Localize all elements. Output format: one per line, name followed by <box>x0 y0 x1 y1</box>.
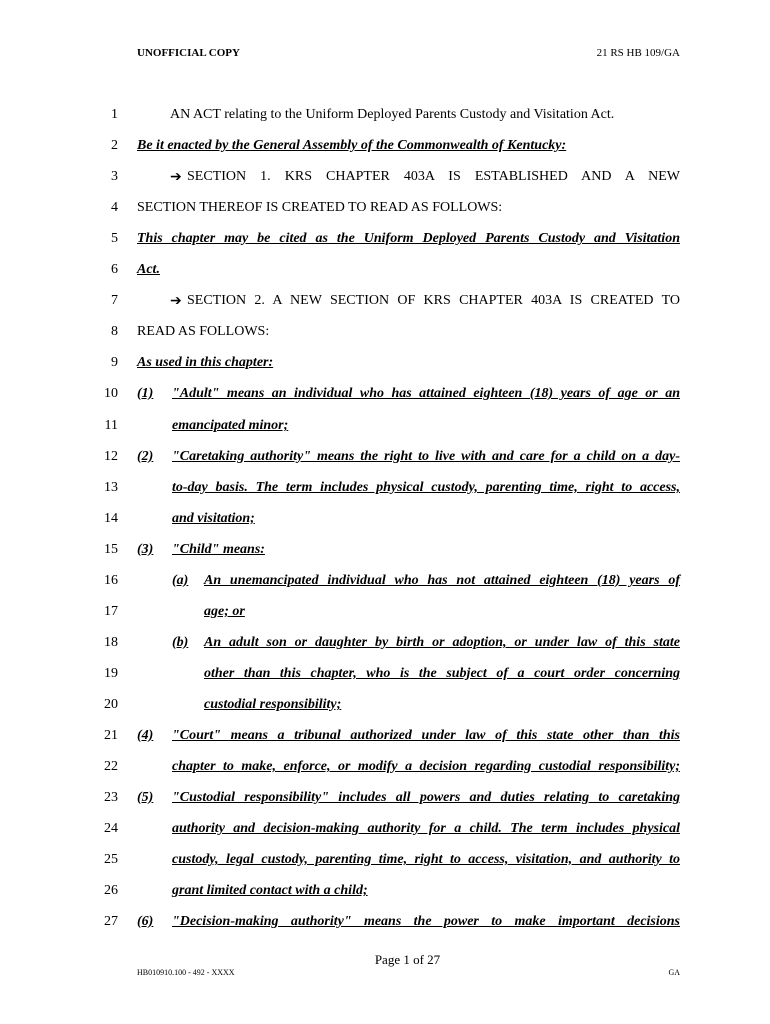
document-line <box>0 231 770 253</box>
line-text: grant limited contact with a child; <box>172 883 368 898</box>
header-right: 21 RS HB 109/GA <box>596 47 680 59</box>
line-number: 9 <box>111 355 118 370</box>
line-number: 10 <box>104 386 118 401</box>
line-number: 20 <box>104 697 118 712</box>
subsection-label: (1) <box>137 386 154 401</box>
line-number: 12 <box>104 449 118 464</box>
line-number: 24 <box>104 821 118 836</box>
line-number: 26 <box>104 883 118 898</box>
document-line <box>0 200 770 222</box>
line-text: custody, legal custody, parenting time, right to access, visitation, and authority to <box>172 852 680 867</box>
document-line <box>0 697 770 719</box>
line-number: 16 <box>104 573 118 588</box>
line-text: An unemancipated individual who has not attained eighteen (18) years of <box>204 573 680 588</box>
document-line <box>0 852 770 874</box>
line-text: SECTION 2. A NEW SECTION OF KRS CHAPTER 403A IS CREATED TO <box>187 293 680 308</box>
line-number: 8 <box>111 324 118 339</box>
document-line <box>0 386 770 408</box>
line-number: 22 <box>104 759 118 774</box>
line-text: "Custodial responsibility" includes all powers and duties relating to caretaking <box>172 790 680 805</box>
line-number: 5 <box>111 231 118 246</box>
document-line <box>0 169 770 191</box>
line-text: "Decision-making authority" means the power to make important decisions <box>172 914 680 929</box>
document-line <box>0 790 770 812</box>
line-text: emancipated minor; <box>172 418 289 433</box>
line-text: chapter to make, enforce, or modify a decision regarding custodial responsibility; <box>172 759 680 774</box>
document-line <box>0 728 770 750</box>
line-number: 15 <box>104 542 118 557</box>
subsection-label: (5) <box>137 790 154 805</box>
line-number: 1 <box>111 107 118 122</box>
document-line <box>0 883 770 905</box>
line-text: custodial responsibility; <box>204 697 342 712</box>
document-line <box>0 293 770 315</box>
document-line <box>0 511 770 533</box>
document-line <box>0 914 770 936</box>
line-text: SECTION THEREOF IS CREATED TO READ AS FOLLOWS: <box>137 200 503 215</box>
section-arrow-icon: ➔ <box>170 170 182 185</box>
line-text: Act. <box>137 262 160 277</box>
line-text: "Court" means a tribunal authorized under law of this state other than this <box>172 728 680 743</box>
document-line <box>0 635 770 657</box>
line-text: An adult son or daughter by birth or adoption, or under law of this state <box>204 635 680 650</box>
line-text: This chapter may be cited as the Uniform Deployed Parents Custody and Visitation <box>137 231 680 246</box>
document-line <box>0 573 770 595</box>
line-number: 2 <box>111 138 118 153</box>
document-line <box>0 759 770 781</box>
document-line <box>0 324 770 346</box>
document-line <box>0 107 770 129</box>
line-text: "Caretaking authority" means the right to live with and care for a child on a day- <box>172 449 680 464</box>
line-number: 4 <box>111 200 118 215</box>
footer-code: GA <box>668 968 680 977</box>
subsection-label: (4) <box>137 728 154 743</box>
line-number: 17 <box>104 604 118 619</box>
document-line <box>0 262 770 284</box>
subsection-label: (6) <box>137 914 154 929</box>
line-text: and visitation; <box>172 511 255 526</box>
subsection-label: (3) <box>137 542 154 557</box>
document-line <box>0 821 770 843</box>
subsection-label: (2) <box>137 449 154 464</box>
line-number: 3 <box>111 169 118 184</box>
line-text: other than this chapter, who is the subject of a court order concerning <box>204 666 680 681</box>
line-text: age; or <box>204 604 245 619</box>
line-text: SECTION 1. KRS CHAPTER 403A IS ESTABLISHED AND A NEW <box>187 169 680 184</box>
subsection-label: (a) <box>172 573 189 588</box>
line-number: 6 <box>111 262 118 277</box>
line-number: 25 <box>104 852 118 867</box>
line-text: "Adult" means an individual who has attained eighteen (18) years of age or an <box>172 386 680 401</box>
footer-doc-id: HB010910.100 - 492 - XXXX <box>137 968 235 977</box>
line-number: 23 <box>104 790 118 805</box>
section-arrow-icon: ➔ <box>170 294 182 309</box>
line-number: 19 <box>104 666 118 681</box>
line-number: 14 <box>104 511 118 526</box>
line-text: As used in this chapter: <box>137 355 274 370</box>
line-number: 21 <box>104 728 118 743</box>
page-number: Page 1 of 27 <box>374 952 441 967</box>
line-text: to-day basis. The term includes physical custody, parenting time, right to access, <box>172 480 680 495</box>
line-text: authority and decision-making authority for a child. The term includes physical <box>172 821 680 836</box>
line-number: 13 <box>104 480 118 495</box>
document-line <box>0 666 770 688</box>
line-text: Be it enacted by the General Assembly of the Commonwealth of Kentucky: <box>137 138 567 153</box>
header-left: UNOFFICIAL COPY <box>137 47 240 59</box>
line-number: 18 <box>104 635 118 650</box>
line-number: 27 <box>104 914 118 929</box>
document-line <box>0 418 770 440</box>
document-line <box>0 604 770 626</box>
line-text: READ AS FOLLOWS: <box>137 324 270 339</box>
line-number: 11 <box>104 418 118 433</box>
document-line <box>0 138 770 160</box>
line-text: AN ACT relating to the Uniform Deployed Parents Custody and Visitation Act. <box>170 107 615 122</box>
document-line <box>0 480 770 502</box>
document-line <box>0 449 770 471</box>
line-text: "Child" means: <box>172 542 265 557</box>
line-number: 7 <box>111 293 118 308</box>
subsection-label: (b) <box>172 635 189 650</box>
document-line <box>0 542 770 564</box>
document-line <box>0 355 770 377</box>
